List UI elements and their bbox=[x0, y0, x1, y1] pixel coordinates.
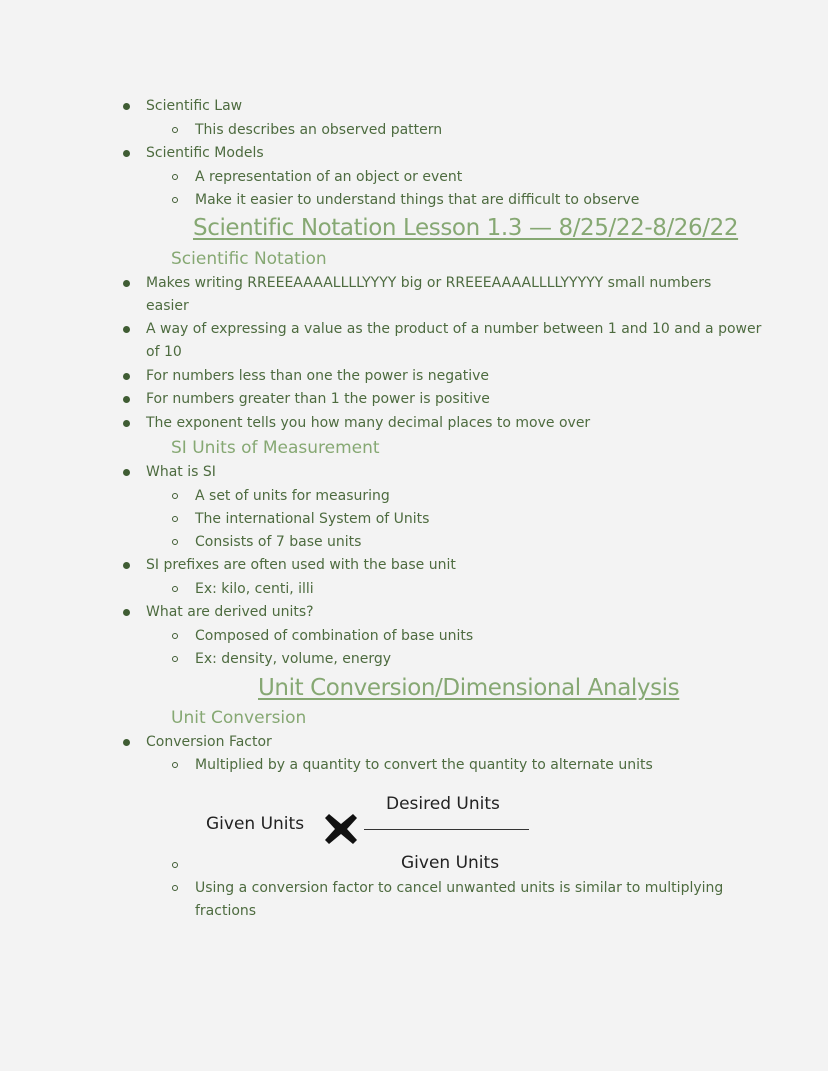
list-item: This describes an observed pattern bbox=[195, 122, 443, 138]
list-item: Composed of combination of base units bbox=[195, 628, 474, 644]
sub-bullet-circle bbox=[172, 197, 178, 203]
list-item: Ex: kilo, centi, illi bbox=[195, 581, 314, 597]
list-item: Multiplied by a quantity to convert the quantity to alternate units bbox=[195, 757, 653, 773]
bullet-dot bbox=[123, 103, 130, 110]
bullet-dot bbox=[123, 280, 130, 287]
list-item: Makes writing RREEEAAAALLLLYYYY big or RREEEAAAALLLLYYYYY small numbers bbox=[146, 275, 712, 291]
sub-bullet-circle bbox=[172, 586, 178, 592]
section-heading: SI Units of Measurement bbox=[171, 438, 380, 458]
list-item: What is SI bbox=[146, 464, 216, 480]
list-item: Using a conversion factor to cancel unwanted units is similar to multiplying bbox=[195, 880, 724, 896]
list-item: For numbers greater than 1 the power is positive bbox=[146, 391, 490, 407]
section-heading: Scientific Notation bbox=[171, 249, 327, 269]
list-item: Scientific Law bbox=[146, 98, 243, 114]
list-item: The exponent tells you how many decimal places to move over bbox=[146, 415, 591, 431]
list-item: A set of units for measuring bbox=[195, 488, 390, 504]
sub-bullet-circle bbox=[172, 885, 178, 891]
list-item: For numbers less than one the power is negative bbox=[146, 368, 490, 384]
bullet-dot bbox=[123, 420, 130, 427]
bullet-dot bbox=[123, 609, 130, 616]
list-item-continuation: of 10 bbox=[146, 344, 182, 360]
lesson-heading: Scientific Notation Lesson 1.3 — 8/25/22-8/26/22 bbox=[193, 215, 739, 241]
list-item: Make it easier to understand things that are difficult to observe bbox=[195, 192, 640, 208]
list-item: What are derived units? bbox=[146, 604, 314, 620]
sub-bullet-circle bbox=[172, 656, 178, 662]
sub-bullet-circle bbox=[172, 516, 178, 522]
sub-bullet-circle bbox=[172, 174, 178, 180]
bullet-dot bbox=[123, 373, 130, 380]
bullet-dot bbox=[123, 469, 130, 476]
bullet-dot bbox=[123, 150, 130, 157]
sub-bullet-circle bbox=[172, 127, 178, 133]
times-icon bbox=[322, 810, 360, 848]
list-item: A way of expressing a value as the product of a number between 1 and 10 and a power bbox=[146, 321, 762, 337]
formula-desired-units: Desired Units bbox=[386, 794, 500, 814]
sub-bullet-circle bbox=[172, 762, 178, 768]
list-item: Ex: density, volume, energy bbox=[195, 651, 392, 667]
bullet-dot bbox=[123, 396, 130, 403]
sub-bullet-circle bbox=[172, 493, 178, 499]
bullet-dot bbox=[123, 562, 130, 569]
formula-given-units-denominator: Given Units bbox=[401, 853, 500, 873]
list-item: A representation of an object or event bbox=[195, 169, 463, 185]
sub-bullet-circle bbox=[172, 862, 178, 868]
list-item: SI prefixes are often used with the base unit bbox=[146, 557, 456, 573]
list-item: Scientific Models bbox=[146, 145, 264, 161]
list-item-continuation: easier bbox=[146, 298, 189, 314]
formula-given-units: Given Units bbox=[206, 814, 305, 834]
list-item: Conversion Factor bbox=[146, 734, 272, 750]
bullet-dot bbox=[123, 326, 130, 333]
sub-bullet-circle bbox=[172, 633, 178, 639]
list-item: Consists of 7 base units bbox=[195, 534, 362, 550]
section-heading: Unit Conversion bbox=[171, 708, 307, 728]
list-item: The international System of Units bbox=[195, 511, 430, 527]
bullet-dot bbox=[123, 739, 130, 746]
fraction-bar bbox=[364, 829, 529, 830]
lesson-heading: Unit Conversion/Dimensional Analysis bbox=[258, 675, 680, 701]
sub-bullet-circle bbox=[172, 539, 178, 545]
list-item-continuation: fractions bbox=[195, 903, 257, 919]
